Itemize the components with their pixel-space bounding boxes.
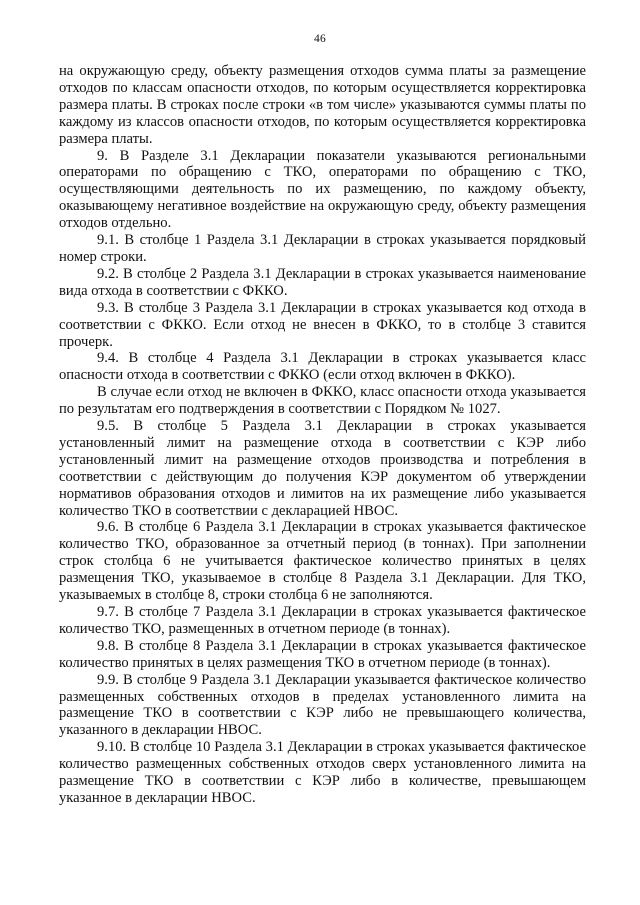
paragraph-9-10: 9.10. В столбце 10 Раздела 3.1 Декларации в строках указывается фактическое количество размещенных собственных отходов сверх установленного лимита на размещение ТКО в соответствии с КЭР либо в количестве, превышающем указанное в декларации НВОС. (59, 739, 586, 806)
paragraph-continuation: на окружающую среду, объекту размещения отходов сумма платы за размещение отходов по классам опасности отходов, по которым осуществляется корректировка размера платы. В строках после строки «в том числе» указываются суммы платы по каждому из классов опасности отходов, по которым осуществляется корректировка размера платы. (59, 63, 586, 147)
paragraph-9-5: 9.5. В столбце 5 Раздела 3.1 Декларации в строках указывается установленный лимит на размещение отхода в соответствии с КЭР либо установленный лимит на размещение отходов производства и потребления в соответствии с действующим до получения КЭР документом об утверждении нормативов образования отходов и лимитов на их размещение либо указывается количество ТКО в соответствии с декларацией НВОС. (59, 418, 586, 519)
paragraph-9-8: 9.8. В столбце 8 Раздела 3.1 Декларации в строках указывается фактическое количество принятых в целях размещения ТКО в отчетном периоде (в тоннах). (59, 637, 586, 671)
paragraph-9-4: 9.4. В столбце 4 Раздела 3.1 Декларации в строках указывается класс опасности отхода в соответствии с ФККО (если отход включен в ФККО). (59, 350, 586, 384)
paragraph-section-9: 9. В Разделе 3.1 Декларации показатели указываются региональными операторами по обращению с ТКО, операторами по обращению с ТКО, осуществляющими деятельность по их размещению, по каждому объекту, оказывающему негативное воздействие на окружающую среду, объекту размещения отходов отдельно. (59, 147, 586, 232)
paragraph-9-3: 9.3. В столбце 3 Раздела 3.1 Декларации в строках указывается код отхода в соответствии с ФККО. Если отход не внесен в ФККО, то в столбце 3 ставится прочерк. (59, 299, 586, 350)
paragraph-9-9: 9.9. В столбце 9 Раздела 3.1 Декларации указывается фактическое количество размещенных собственных отходов в пределах установленного лимита на размещение ТКО в соответствии с КЭР либо не превышающего количества, указанного в декларации НВОС. (59, 671, 586, 739)
paragraph-9-7: 9.7. В столбце 7 Раздела 3.1 Декларации в строках указывается фактическое количество ТКО, размещенных в отчетном периоде (в тоннах). (59, 604, 586, 637)
paragraph-9-4-note: В случае если отход не включен в ФККО, класс опасности отхода указывается по результатам его подтверждения в соответствии с Порядком № 1027. (59, 384, 586, 418)
paragraph-9-6: 9.6. В столбце 6 Раздела 3.1 Декларации в строках указывается фактическое количество ТКО, образованное за отчетный период (в тоннах). При заполнении строк столбца 6 не учитывается фактическое количество принятых в целях размещения ТКО, указываемое в столбце 8 Раздела 3.1 Декларации. Для ТКО, указываемых в столбце 8, строки столбца 6 не заполняются. (59, 519, 586, 604)
page-number: 46 (314, 33, 326, 45)
document-body (59, 63, 586, 807)
paragraph-9-2: 9.2. В столбце 2 Раздела 3.1 Декларации в строках указывается наименование вида отхода в соответствии с ФККО. (59, 265, 586, 299)
paragraph-9-1: 9.1. В столбце 1 Раздела 3.1 Декларации в строках указывается порядковый номер строки. (59, 232, 586, 265)
